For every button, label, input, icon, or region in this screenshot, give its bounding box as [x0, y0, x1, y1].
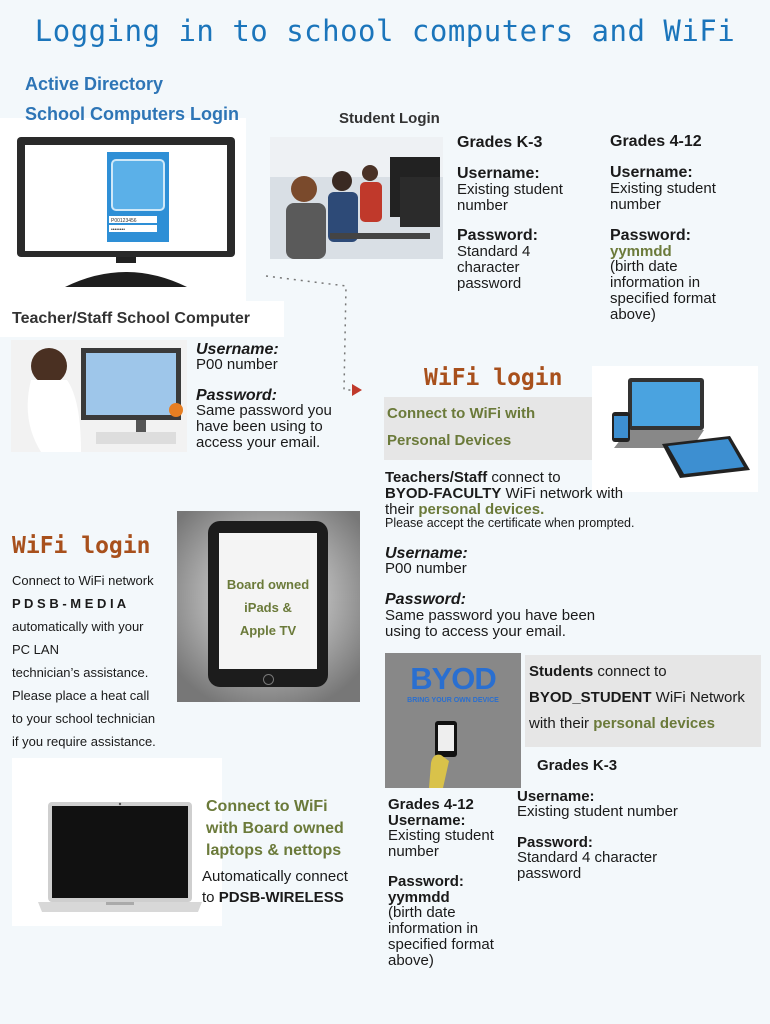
- byod-k3-password-label: Password:: [517, 834, 593, 851]
- byod-412-password-label: Password:: [388, 873, 464, 890]
- laptop-illustration: [12, 758, 222, 926]
- wifi-board-line-7: to your school technician: [12, 711, 156, 726]
- teacher-password-label: Password:: [196, 387, 277, 404]
- wifi-board-text: [12, 569, 168, 753]
- laptop-line3: laptops & nettops: [206, 842, 342, 859]
- teacher-photo: [11, 340, 187, 452]
- wifi-board-heading: WiFi login: [12, 533, 151, 559]
- ipad-line1: Board owned: [226, 577, 310, 592]
- student-login-heading: Student Login: [339, 110, 440, 127]
- teacher-heading: Teacher/Staff School Computer: [12, 310, 250, 327]
- byod-students-with: with their: [529, 715, 594, 732]
- byod-students-text: connect to: [593, 663, 667, 680]
- wifi-board-line-4: PC LAN: [12, 642, 59, 657]
- byod-students-network: BYOD_STUDENT: [529, 689, 652, 706]
- ipad-home-button-icon: [263, 674, 274, 685]
- student-k3-password-value: Standard 4 character password: [457, 243, 531, 292]
- wifi-staff-line1: [385, 470, 655, 486]
- wifi-board-network: P D S B - M E D I A: [12, 596, 127, 611]
- student-412-password-note: (birth date information in specified format above): [610, 258, 716, 323]
- wifi-personal-password-value: Same password you have been using to access your email.: [385, 607, 596, 640]
- wifi-staff-personal-devices: personal devices.: [418, 501, 545, 518]
- ipad-line2: iPads &: [244, 600, 292, 615]
- laptop-panel: [12, 758, 222, 926]
- laptop-line2: with Board owned: [206, 820, 344, 837]
- wifi-personal-password-label: Password:: [385, 591, 466, 608]
- student-k3-grade: Grades K-3: [457, 134, 543, 151]
- wifi-staff-network: BYOD-FACULTY: [385, 485, 502, 502]
- student-k3-password-label: Password:: [457, 227, 538, 244]
- student-412-password-format: yymmdd: [610, 243, 672, 260]
- wifi-personal-heading: WiFi login: [424, 365, 563, 391]
- byod-412-grade: Grades 4-12: [388, 796, 474, 813]
- byod-students-bold: Students: [529, 663, 594, 680]
- byod-logo: [385, 653, 521, 788]
- wifi-staff-bold: Teachers/Staff: [385, 469, 488, 486]
- byod-412-username-value: Existing student number: [388, 827, 494, 860]
- wifi-personal-box-line2: Personal Devices: [387, 432, 512, 449]
- wifi-staff-text3: their: [385, 501, 419, 518]
- byod-412-password-note: (birth date information in specified format above): [388, 904, 494, 969]
- wifi-personal-box-line1: Connect to WiFi with: [387, 405, 536, 422]
- student-412-password-label: Password:: [610, 227, 691, 244]
- phone-in-hand-icon: [419, 713, 479, 788]
- byod-k3-username-value: Existing student number: [517, 803, 678, 820]
- student-412-username-value: Existing student number: [610, 180, 716, 213]
- student-412-username-label: Username:: [610, 164, 693, 181]
- byod-students-box: [525, 655, 761, 747]
- wifi-board-line-3: automatically with your: [12, 619, 144, 634]
- byod-k3-username-label: Username:: [517, 788, 595, 805]
- ipad-line3: Apple TV: [239, 623, 297, 638]
- wifi-board-line-6: Please place a heat call: [12, 688, 150, 703]
- laptop-network: PDSB-WIRELESS: [218, 889, 344, 906]
- student-412-grade: Grades 4-12: [610, 133, 702, 150]
- byod-k3-grade: Grades K-3: [537, 757, 618, 774]
- byod-logo-sub: BRING YOUR OWN DEVICE: [407, 697, 499, 704]
- ipad-body: [208, 521, 328, 687]
- wifi-personal-username-value: P00 number: [385, 560, 467, 577]
- byod-students-line1: [529, 664, 667, 680]
- byod-412-password-format: yymmdd: [388, 889, 450, 906]
- byod-k3-password-value: Standard 4 character password: [517, 849, 658, 882]
- byod-students-personal: personal devices: [593, 715, 715, 732]
- students-photo: [270, 137, 443, 259]
- wifi-personal-username-label: Username:: [385, 545, 468, 562]
- wifi-staff-text1: connect to: [487, 469, 561, 486]
- byod-students-line2: [529, 690, 745, 706]
- monitor-illustration: [15, 135, 237, 295]
- student-k3-username-value: Existing student number: [457, 181, 563, 214]
- school-computers-heading: School Computers Login: [25, 104, 239, 124]
- wifi-staff-line2: [385, 486, 655, 502]
- laptop-auto-text: Automatically connect: [202, 868, 348, 885]
- teacher-username-label: Username:: [196, 341, 279, 358]
- student-k3-username-label: Username:: [457, 165, 540, 182]
- laptop-network-line: [202, 890, 344, 906]
- wifi-personal-box: [384, 397, 600, 460]
- laptop-line1: Connect to WiFi: [206, 798, 328, 815]
- laptop-to-text: to: [202, 889, 219, 906]
- byod-412-username-label: Username:: [388, 812, 466, 829]
- wifi-certificate-note: Please accept the certificate when prompted.: [385, 516, 635, 530]
- ipad-illustration: [177, 511, 360, 702]
- byod-logo-text: BYOD: [410, 661, 496, 696]
- wifi-board-line-5: technician’s assistance.: [12, 665, 149, 680]
- wifi-staff-text2: WiFi network with: [501, 485, 624, 502]
- page-title: Logging in to school computers and WiFi: [34, 14, 736, 48]
- wifi-board-line-1: Connect to WiFi network: [12, 573, 154, 588]
- wifi-board-line-8: if you require assistance.: [12, 734, 156, 749]
- byod-students-line3: [529, 716, 715, 732]
- ipad-screen: [219, 533, 317, 669]
- teacher-username-value: P00 number: [196, 356, 278, 373]
- login-pass-text: ••••••••: [111, 227, 126, 233]
- active-directory-heading: Active Directory: [25, 74, 164, 94]
- teacher-password-value: Same password you have been using to access your email.: [196, 402, 332, 451]
- laptop-heading: [206, 796, 344, 862]
- byod-students-network-text: WiFi Network: [651, 689, 745, 706]
- login-user-text: P00123456: [111, 218, 137, 224]
